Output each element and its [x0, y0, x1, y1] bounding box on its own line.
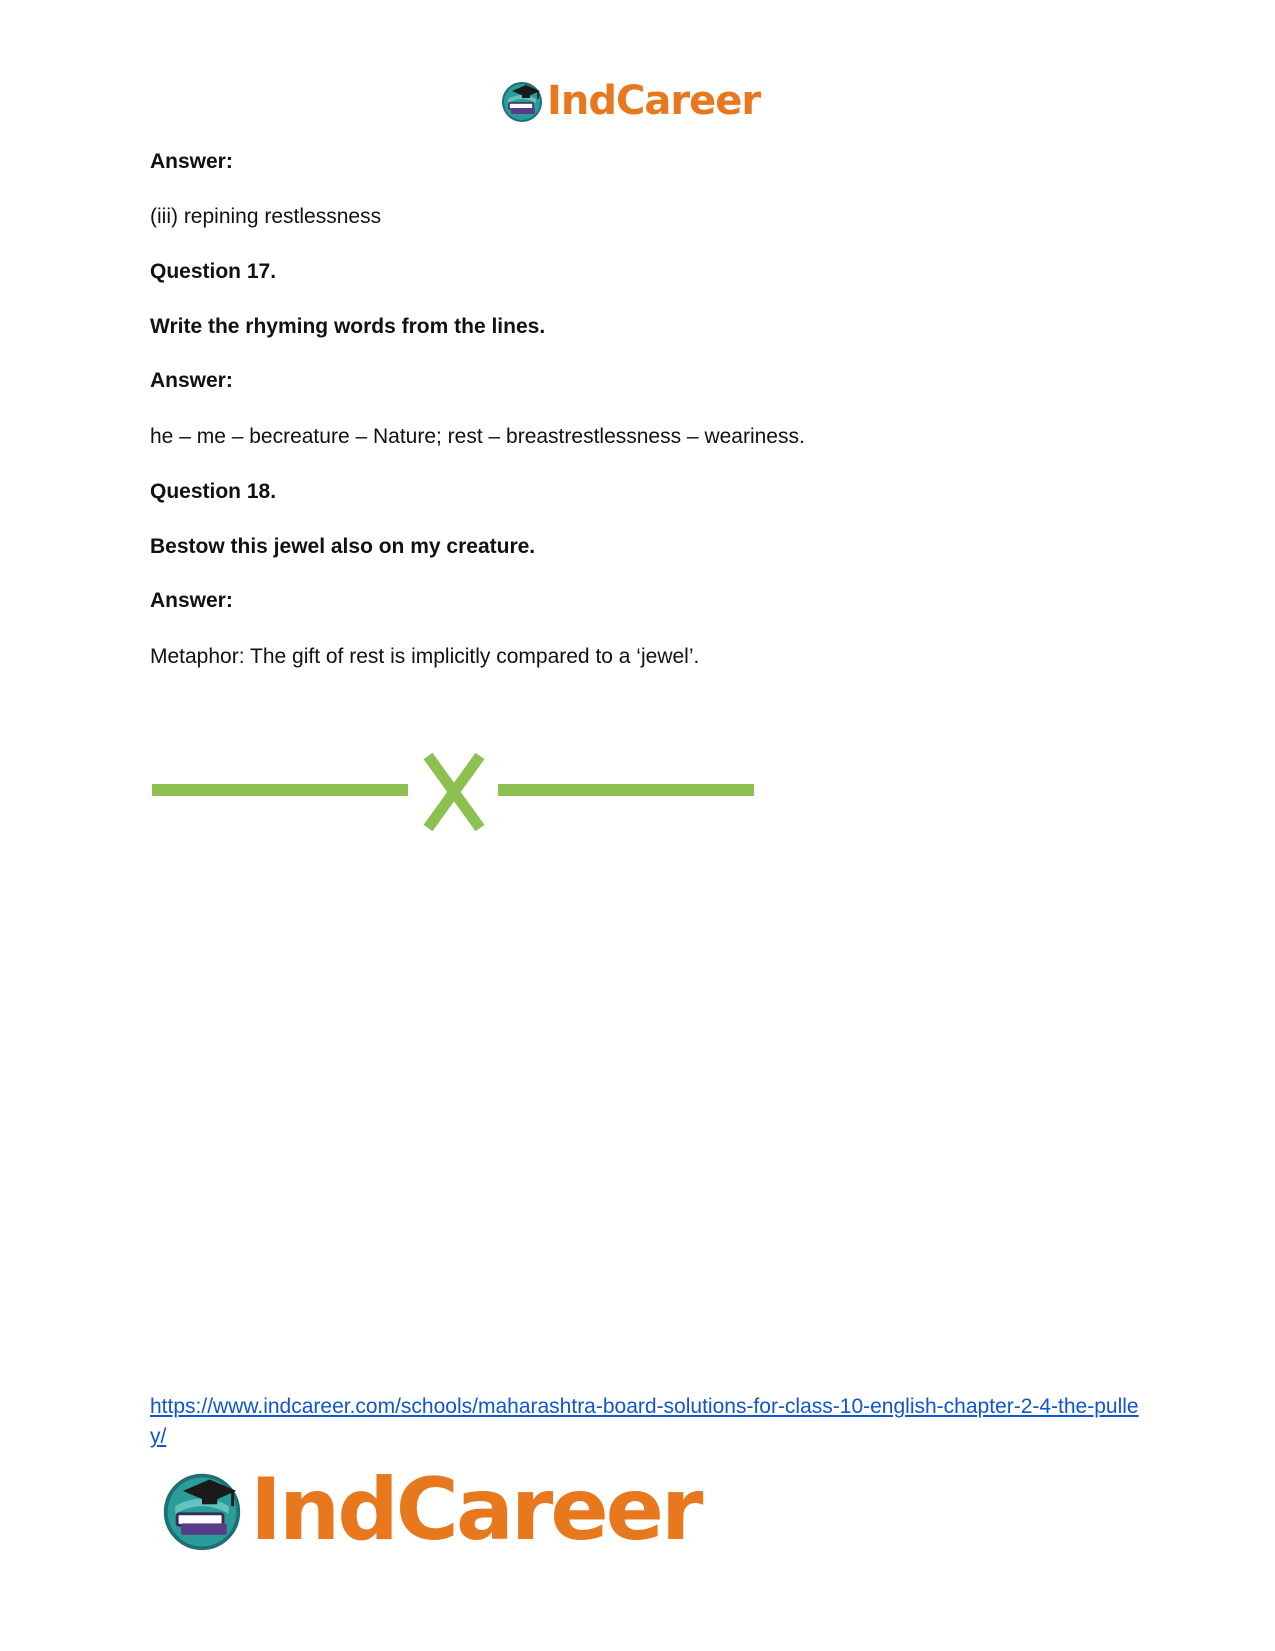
- header-logo: [500, 78, 760, 124]
- logo-wordmark: IndCareer: [547, 78, 761, 124]
- question-text: Bestow this jewel also on my creature.: [150, 535, 536, 558]
- question-text: Write the rhyming words from the lines.: [150, 315, 546, 338]
- logo-wordmark: IndCareer: [250, 1460, 701, 1560]
- question-heading: Question 18.: [150, 480, 277, 503]
- answer-label: Answer:: [150, 369, 233, 392]
- answer-text: he – me – becreature – Nature; rest – breastrestlessness – weariness.: [150, 425, 805, 448]
- globe-books-icon: [500, 79, 544, 123]
- question-heading: Question 17.: [150, 260, 277, 283]
- answer-text: (iii) repining restlessness: [150, 205, 382, 228]
- answer-label: Answer:: [150, 589, 233, 612]
- answer-label: Answer:: [150, 150, 233, 173]
- x-divider-icon: [150, 752, 760, 832]
- globe-books-icon: [160, 1468, 244, 1552]
- footer-logo: [160, 1460, 701, 1560]
- section-divider: [150, 752, 760, 837]
- source-link[interactable]: https://www.indcareer.com/schools/maharashtra-board-solutions-for-class-10-english-chapter-2-4-the-pulley/: [150, 1395, 1139, 1448]
- answer-text: Metaphor: The gift of rest is implicitly compared to a ‘jewel’.: [150, 645, 700, 668]
